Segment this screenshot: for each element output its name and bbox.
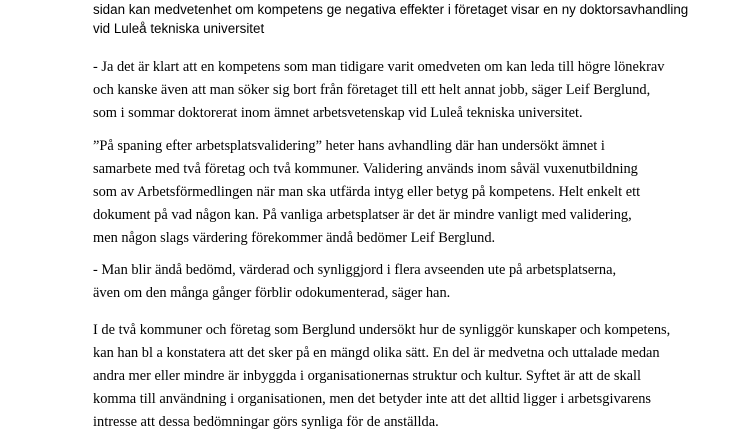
- paragraph-line: komma till användning i organisationen, men det betyder inte att det alltid ligger i arbetsgivarens: [93, 391, 652, 407]
- paragraph-line: som av Arbetsförmedlingen när man ska utfärda intyg eller betyg på kompetens. Helt enkelt ett: [93, 184, 641, 200]
- body-paragraph-thesis: [93, 135, 713, 250]
- paragraph-line: även om den många gånger förblir odokumenterad, säger han.: [93, 285, 451, 301]
- paragraph-line: I de två kommuner och företag som Berglund undersökt hur de synliggör kunskaper och kompetens,: [93, 322, 671, 338]
- body-paragraph-quote-assessed: [93, 259, 713, 305]
- paragraph-line: dokument på vad någon kan. På vanliga arbetsplatser är det är mindre vanligt med validering,: [93, 207, 632, 223]
- paragraph-line: och kanske även att man söker sig bort från företaget till ett helt annat jobb, säger Leif Berglund,: [93, 82, 651, 98]
- paragraph-line: andra mer eller mindre är inbyggda i organisationernas struktur och kultur. Syftet är att de skall: [93, 368, 642, 384]
- paragraph-line: samarbete med två företag och två kommuner. Validering används inom såväl vuxenutbildning: [93, 161, 638, 177]
- lead-paragraph: [93, 0, 713, 38]
- paragraph-line: - Man blir ändå bedömd, värderad och synliggjord i flera avseenden ute på arbetsplatserna,: [93, 262, 617, 278]
- paragraph-line: kan han bl a konstatera att det sker på en mängd olika sätt. En del är medvetna och uttalade medan: [93, 345, 660, 361]
- paragraph-line: intresse att dessa bedömningar görs synliga för de anställda.: [93, 414, 439, 430]
- lead-line: vid Luleå tekniska universitet: [93, 21, 265, 36]
- body-paragraph-findings: [93, 319, 713, 434]
- paragraph-line: - Ja det är klart att en kompetens som man tidigare varit omedveten om kan leda till högre lönekrav: [93, 59, 665, 75]
- paragraph-line: men någon slags värdering förekommer ändå bedömer Leif Berglund.: [93, 230, 496, 246]
- paragraph-line: ”På spaning efter arbetsplatsvalidering” heter hans avhandling där han undersökt ämnet i: [93, 138, 605, 154]
- lead-line: sidan kan medvetenhet om kompetens ge negativa effekter i företaget visar en ny doktorsavhandling: [93, 2, 689, 17]
- paragraph-line: som i sommar doktorerat inom ämnet arbetsvetenskap vid Luleå tekniska universitet.: [93, 105, 583, 121]
- body-paragraph-quote-berglund: [93, 56, 713, 125]
